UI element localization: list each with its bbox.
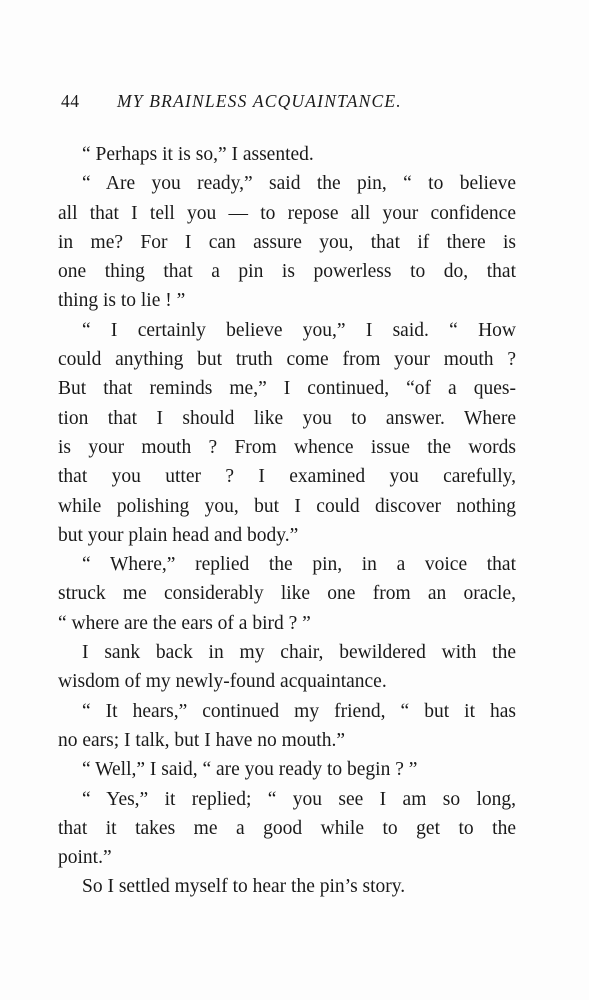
text-line: could anything but truth come from your mouth ? <box>58 349 516 371</box>
text-line: But that reminds me,” I continued, “of a ques- <box>58 378 516 400</box>
text-line: but your plain head and body.” <box>58 524 299 546</box>
text-line: while polishing you, but I could discover nothing <box>58 495 516 517</box>
text-line: thing is to lie ! ” <box>58 290 186 312</box>
running-head <box>61 91 531 115</box>
text-line: “ where are the ears of a bird ? ” <box>58 612 311 634</box>
text-line: in me? For I can assure you, that if there is <box>58 231 516 253</box>
text-line: “ It hears,” continued my friend, “ but it has <box>82 700 516 722</box>
text-line: wisdom of my newly-found acquaintance. <box>58 671 387 693</box>
text-line: “ Well,” I said, “ are you ready to begin ? ” <box>82 759 418 781</box>
text-line: “ I certainly believe you,” I said. “ How <box>82 319 516 341</box>
body-text <box>58 140 516 902</box>
running-title: MY BRAINLESS ACQUAINTANCE. <box>117 91 402 111</box>
text-line: that you utter ? I examined you carefully, <box>58 466 516 488</box>
text-line: no ears; I talk, but I have no mouth.” <box>58 729 346 751</box>
text-line: struck me considerably like one from an oracle, <box>58 583 516 605</box>
text-line: I sank back in my chair, bewildered with the <box>82 642 516 664</box>
page-number: 44 <box>61 91 80 111</box>
text-line: “ Perhaps it is so,” I assented. <box>82 144 314 165</box>
text-line: point.” <box>58 847 112 869</box>
text-line: all that I tell you — to repose all your confidence <box>58 202 516 224</box>
text-line: “ Where,” replied the pin, in a voice that <box>82 554 516 576</box>
text-line: one thing that a pin is powerless to do, that <box>58 261 516 283</box>
text-line: “ Are you ready,” said the pin, “ to believe <box>82 173 516 195</box>
text-line: So I settled myself to hear the pin’s story. <box>82 876 406 898</box>
text-line: that it takes me a good while to get to the <box>58 817 516 839</box>
text-line: tion that I should like you to answer. Where <box>58 407 516 429</box>
text-line: is your mouth ? From whence issue the words <box>58 436 516 458</box>
text-line: “ Yes,” it replied; “ you see I am so long, <box>82 788 516 810</box>
